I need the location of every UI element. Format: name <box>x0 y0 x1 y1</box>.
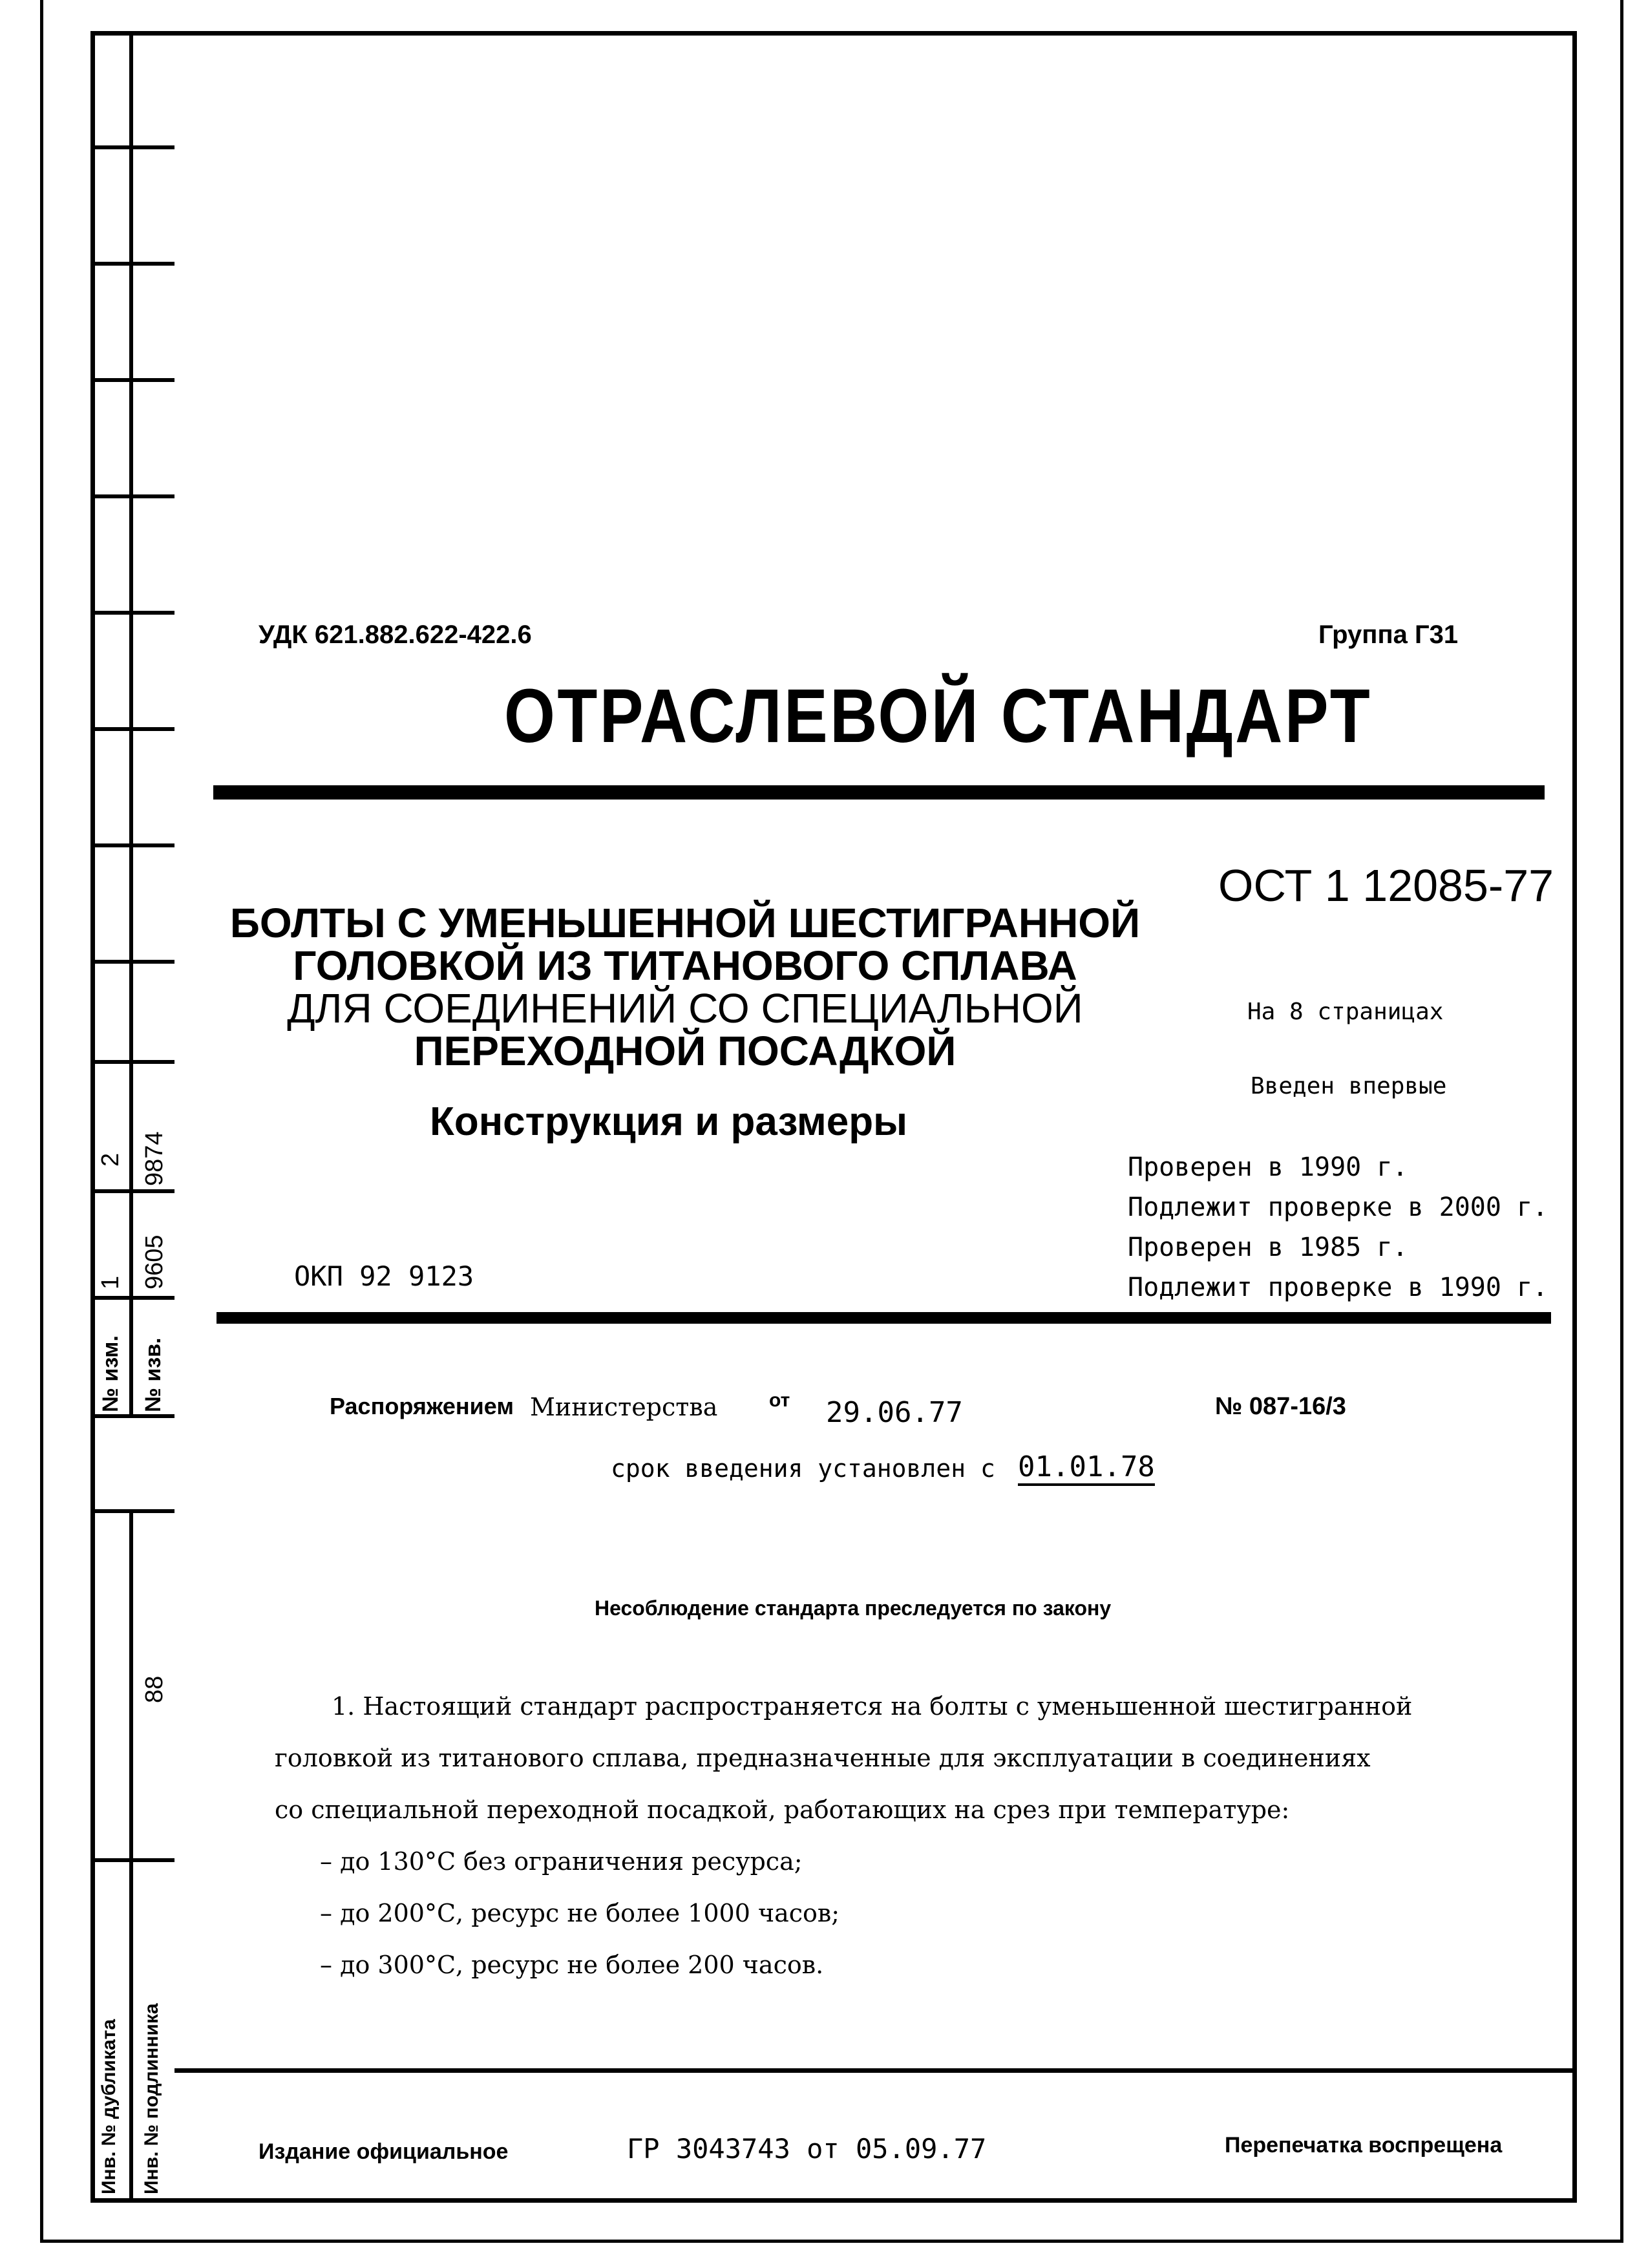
title-line-2: ГОЛОВКОЙ ИЗ ТИТАНОВОГО СПЛАВА <box>293 942 1077 989</box>
reprint-note: Перепечатка воспрещена <box>1225 2133 1503 2157</box>
check-3: Проверен в 1985 г. <box>1128 1233 1408 1262</box>
strip-divider <box>90 960 174 964</box>
udk-code: УДК 621.882.622-422.6 <box>259 620 532 649</box>
paragraph-line-3: со специальной переходной посадкой, работающих на срез при температуре: <box>275 1796 1290 1824</box>
edition-note: Издание официальное <box>259 2139 509 2164</box>
standard-title <box>217 902 1154 1072</box>
check-4: Подлежит проверке в 1990 г. <box>1128 1273 1548 1302</box>
group-code: Группа Г31 <box>1318 620 1459 649</box>
strip-outer-line-lower <box>90 1509 94 2203</box>
order-label: Распоряжением <box>330 1393 514 1419</box>
strip-outer-line <box>90 31 94 1414</box>
pages-count: На 8 страницах <box>1247 999 1444 1025</box>
gr-registration: ГР 3043743 от 05.09.77 <box>627 2133 987 2165</box>
strip-divider <box>90 1296 174 1300</box>
list-item: – до 300°С, ресурс не более 200 часов. <box>320 1951 824 1979</box>
strip-middle-line-lower <box>129 1509 133 2203</box>
strip-divider <box>90 1414 174 1418</box>
strip-divider <box>90 1509 174 1513</box>
title-line-3: ДЛЯ СОЕДИНЕНИЙ СО СПЕЦИАЛЬНОЙ <box>287 985 1083 1032</box>
order-date: 29.06.77 <box>826 1396 963 1429</box>
paragraph-line-1: 1. Настоящий стандарт распространяется на болты с уменьшенной шестигранной <box>332 1692 1413 1721</box>
strip-divider <box>90 378 174 382</box>
standard-subtitle: Конструкция и размеры <box>430 1099 908 1144</box>
inv-dup-label: Инв. № дубликата <box>98 2019 120 2194</box>
footer-rule <box>174 2068 1577 2073</box>
strip-gap-line <box>90 1414 94 1509</box>
check-1: Проверен в 1990 г. <box>1128 1152 1408 1182</box>
list-item: – до 130°С без ограничения ресурса; <box>320 1847 803 1876</box>
order-from: от <box>769 1390 790 1411</box>
body-paragraph <box>275 1680 1412 1836</box>
strip-divider <box>90 1858 174 1862</box>
temperature-list <box>320 1836 840 1991</box>
doc-no-label: № изв. <box>141 1337 165 1412</box>
order-number: № 087-16/3 <box>1215 1393 1346 1420</box>
designation-rule <box>217 1312 1551 1324</box>
strip-divider <box>90 611 174 615</box>
title-line-1: БОЛТЫ С УМЕНЬШЕННОЙ ШЕСТИГРАННОЙ <box>229 900 1141 946</box>
strip-divider <box>90 727 174 731</box>
doc-1: 9605 <box>141 1235 168 1289</box>
legal-warning: Несоблюдение стандарта преследуется по закону <box>595 1596 1112 1620</box>
term-date: 01.01.78 <box>1018 1450 1155 1486</box>
strip-divider <box>90 262 174 266</box>
inv-number: 88 <box>141 1675 168 1703</box>
inv-orig-label: Инв. № подлинника <box>141 2003 162 2194</box>
okp-code: ОКП 92 9123 <box>294 1260 474 1292</box>
strip-middle-line <box>129 31 133 1414</box>
strip-divider <box>90 145 174 149</box>
strip-divider <box>90 843 174 847</box>
doc-2: 9874 <box>141 1131 168 1186</box>
introduced-note: Введен впервые <box>1251 1073 1447 1099</box>
title-line-4: ПЕРЕХОДНОЙ ПОСАДКОЙ <box>414 1028 956 1074</box>
change-2: 2 <box>97 1152 124 1167</box>
strip-divider <box>90 1189 174 1193</box>
change-no-label: № изм. <box>98 1335 123 1412</box>
change-1: 1 <box>97 1275 124 1289</box>
check-history <box>1128 1147 1548 1308</box>
paragraph-line-2: головкой из титанового сплава, предназначенные для эксплуатации в соединениях <box>275 1744 1371 1772</box>
main-title: ОТРАСЛЕВОЙ СТАНДАРТ <box>504 673 1373 759</box>
standard-code: ОСТ 1 12085-77 <box>1218 860 1554 911</box>
order-ministry: Министерства <box>530 1393 718 1421</box>
check-2: Подлежит проверке в 2000 г. <box>1128 1192 1548 1222</box>
list-item: – до 200°С, ресурс не более 1000 часов; <box>320 1899 840 1927</box>
strip-divider <box>90 1060 174 1064</box>
title-rule <box>213 785 1545 800</box>
strip-divider <box>90 494 174 498</box>
term-text: срок введения установлен с <box>611 1454 995 1483</box>
